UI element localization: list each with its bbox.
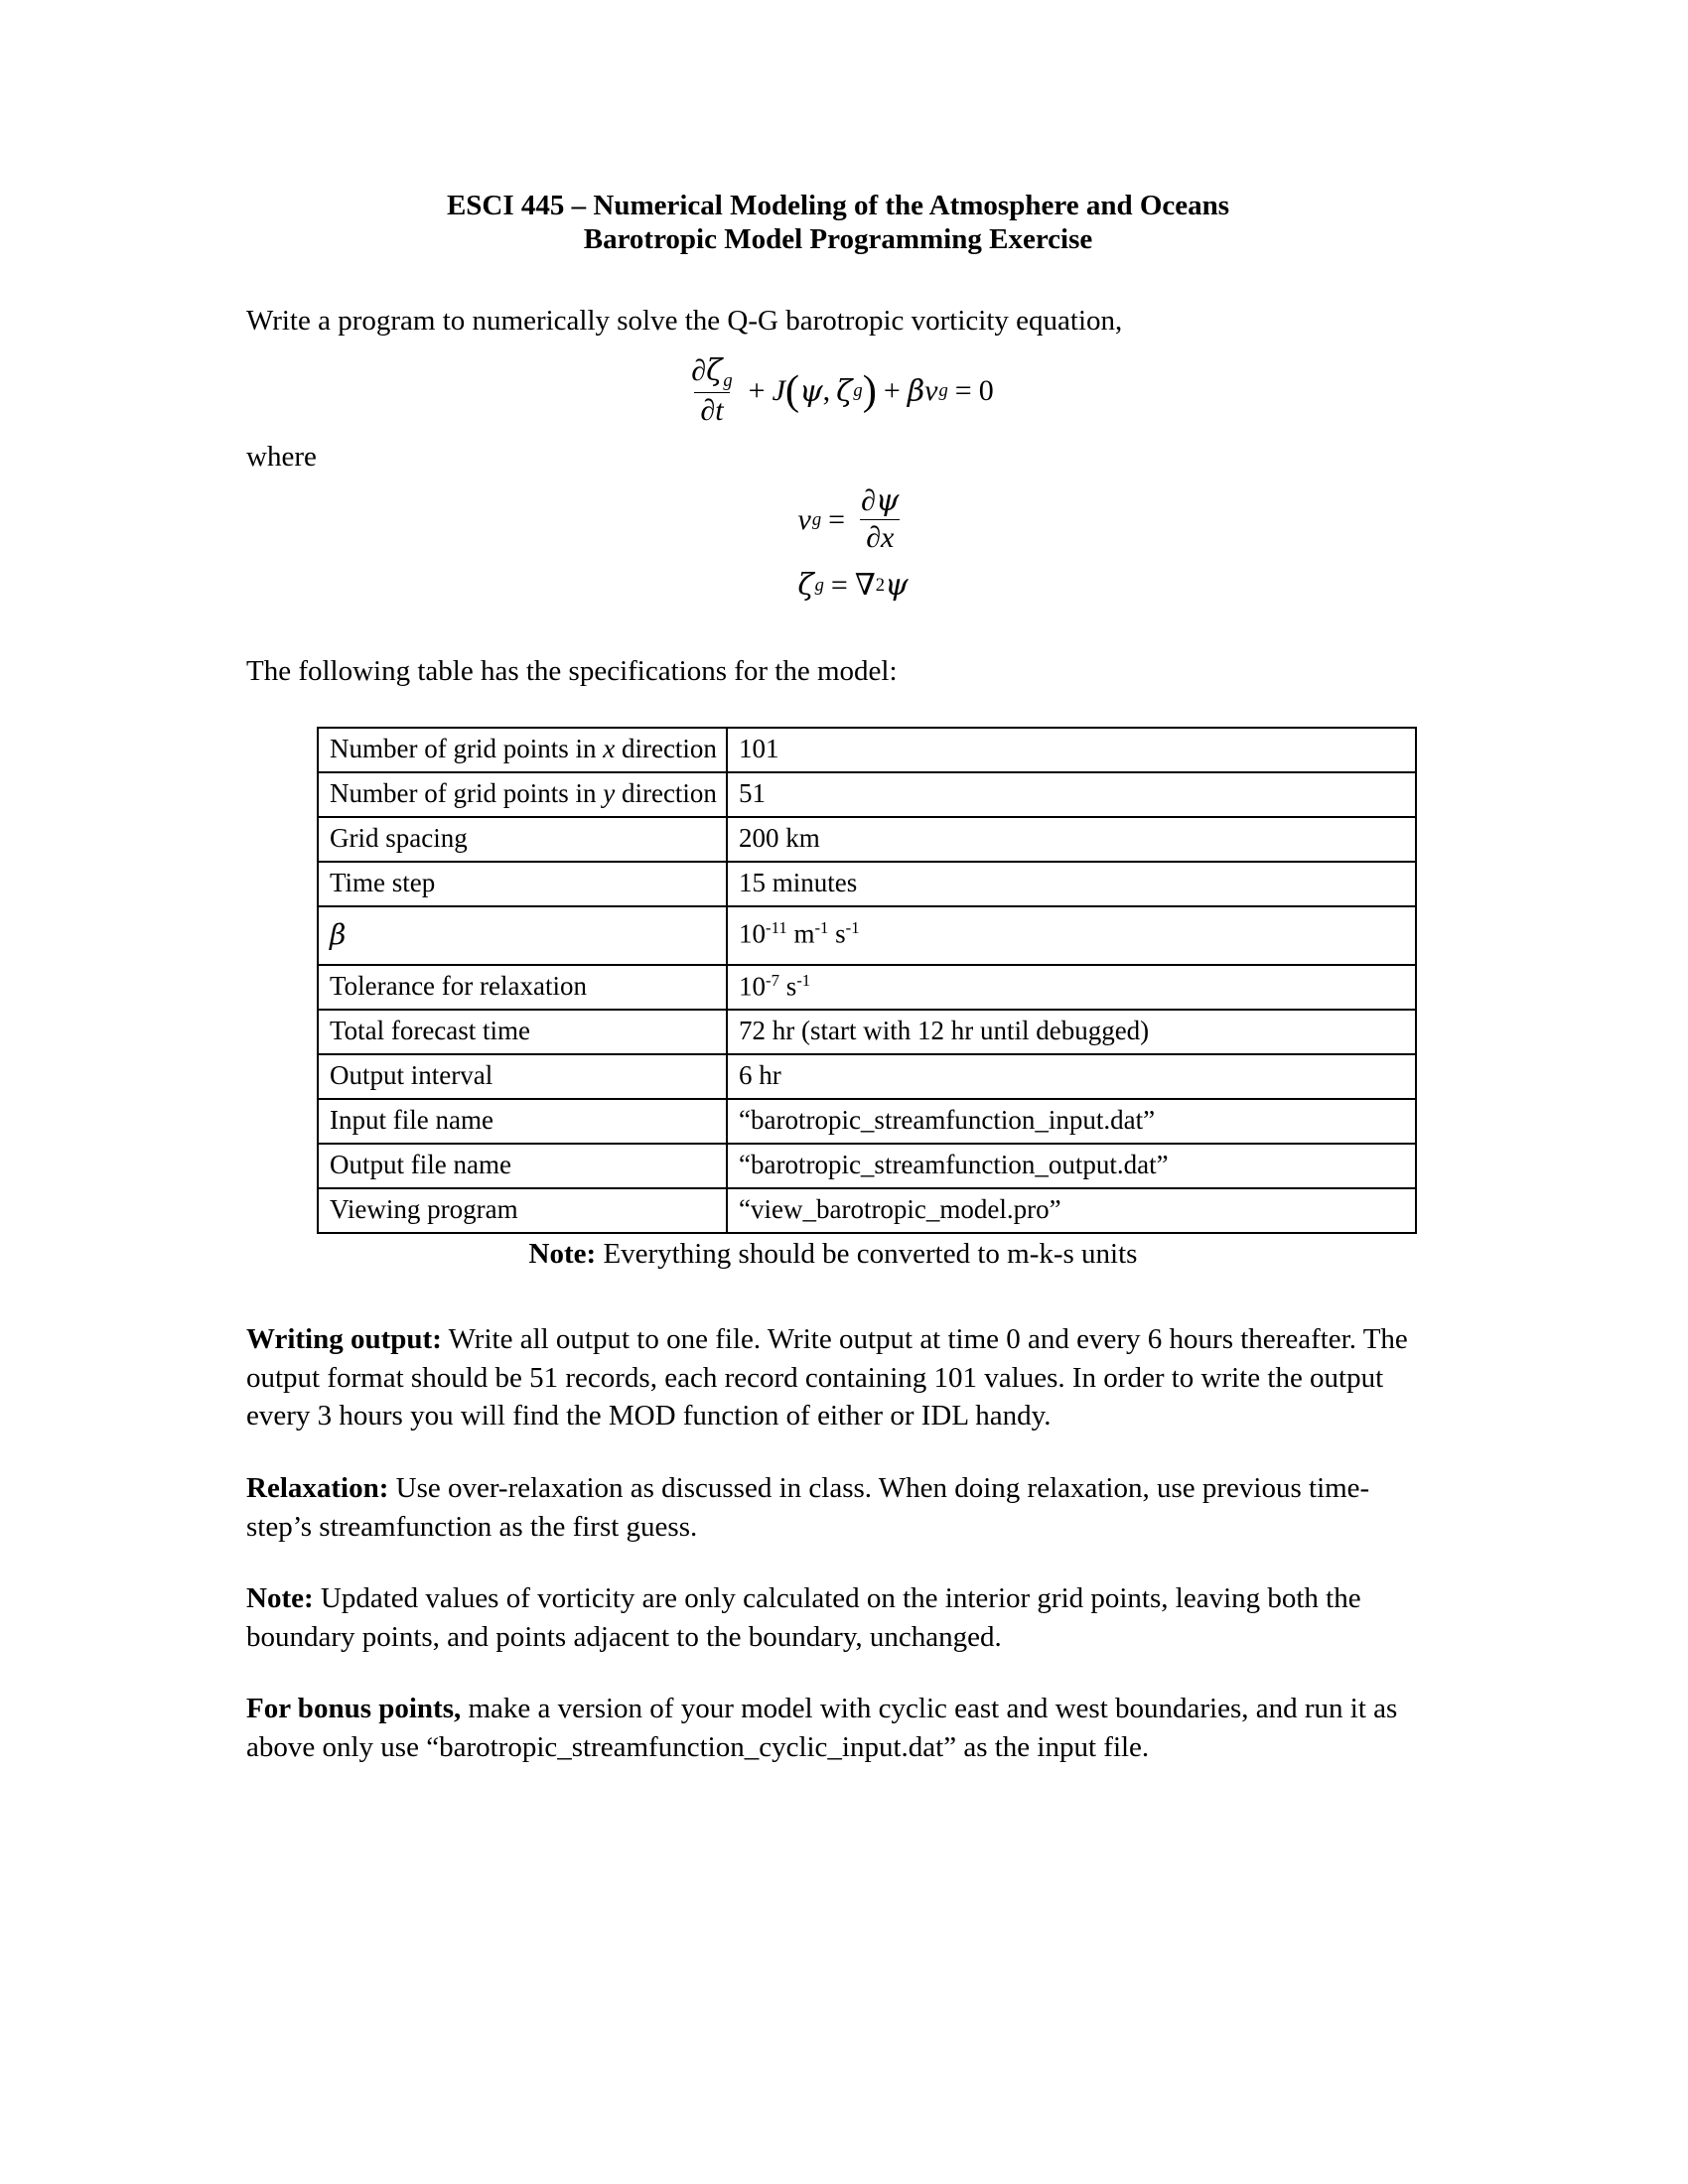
partial-symbol-den: ∂: [700, 394, 716, 428]
table-cell-value: 101: [727, 728, 1416, 772]
table-cell-value: 51: [727, 772, 1416, 817]
vg-partial-num: ∂: [861, 484, 876, 518]
table-cell-key: Number of grid points in x direction: [318, 728, 727, 772]
zeta-arg-subscript: g: [853, 380, 863, 402]
table-row: [318, 1144, 1416, 1188]
vorticity-equation: [246, 354, 1430, 428]
t-symbol: t: [715, 394, 724, 428]
table-cell-key: Input file name: [318, 1099, 727, 1144]
table-note-label: Note:: [528, 1238, 597, 1271]
jacobian-symbol: J: [772, 374, 785, 408]
vg-equals-sign: =: [828, 502, 846, 536]
vg-x-symbol: x: [881, 520, 895, 554]
beta-symbol-cell: β: [330, 917, 347, 951]
title-line-2: Barotropic Model Programming Exercise: [583, 223, 1093, 256]
table-cell-value: $10^{-7}$ $s^{-1}$: [727, 965, 1416, 1011]
table-row: [318, 728, 1416, 772]
where-label: where: [246, 440, 317, 473]
table-cell-key: [318, 906, 727, 965]
table-cell-key: Output interval: [318, 1054, 727, 1099]
writing-output-text: Write all output to one file. Write output at time 0 and every 6 hours thereafter. The output format should be 51 records, each record containing 101 values. In order to write the output every 3 hours you will find the MOD function of either or IDL handy.: [246, 1323, 1408, 1433]
table-row: [318, 862, 1416, 906]
table-note: [246, 1238, 1430, 1271]
table-cell-value: “barotropic_streamfunction_input.dat”: [727, 1099, 1416, 1144]
table-cell-key: Number of grid points in y direction: [318, 772, 727, 817]
bonus-label: For bonus points,: [246, 1693, 462, 1725]
close-paren: ): [862, 367, 877, 415]
equals-sign: =: [954, 374, 972, 408]
table-row: [318, 772, 1416, 817]
partial-symbol-num: ∂: [691, 354, 707, 387]
table-row: [318, 1099, 1416, 1144]
zeta-lhs-subscript: g: [814, 574, 824, 596]
psi-symbol: ψ: [799, 373, 823, 409]
beta-symbol: β: [907, 373, 925, 409]
zeta-lhs-symbol: ζ: [797, 568, 814, 604]
table-row: [318, 817, 1416, 862]
writing-output-paragraph: [246, 1320, 1430, 1435]
zeta-rhs-psi: ψ: [885, 568, 909, 604]
plus-sign-2: +: [883, 374, 901, 408]
v-subscript: g: [938, 380, 948, 402]
writing-output-label: Writing output:: [246, 1323, 442, 1356]
specifications-table-wrapper: [246, 727, 1430, 1235]
table-intro-paragraph: The following table has the specifications for the model:: [246, 655, 898, 688]
table-row: [318, 1054, 1416, 1099]
table-cell-value: “view_barotropic_model.pro”: [727, 1188, 1416, 1233]
table-row: [318, 1188, 1416, 1233]
partial-zeta-over-partial-t: [685, 355, 738, 428]
table-row: [318, 965, 1416, 1011]
plus-sign-1: +: [748, 374, 766, 408]
table-cell-value: 200 km: [727, 817, 1416, 862]
relaxation-paragraph: [246, 1469, 1430, 1546]
vg-lhs-subscript: g: [811, 508, 822, 530]
note-label: Note:: [246, 1582, 314, 1615]
nabla-icon: ∇: [854, 569, 876, 603]
table-cell-key: Tolerance for relaxation: [318, 965, 727, 1011]
table-row: [318, 1010, 1416, 1054]
zeta-equation: [246, 568, 1430, 603]
bonus-text: make a version of your model with cyclic east and west boundaries, and run it as above only use “barotropic_streamfunction_cyclic_input.dat” as the input file.: [246, 1693, 1398, 1763]
bonus-paragraph: [246, 1690, 1430, 1766]
specifications-table: [317, 727, 1417, 1235]
partial-psi-over-partial-x: [855, 485, 905, 554]
table-cell-key: Total forecast time: [318, 1010, 727, 1054]
table-cell-value: 15 minutes: [727, 862, 1416, 906]
vg-lhs-symbol: v: [797, 502, 811, 536]
table-cell-value: 6 hr: [727, 1054, 1416, 1099]
table-cell-key: Viewing program: [318, 1188, 727, 1233]
vg-partial-den: ∂: [866, 520, 882, 554]
zeta-symbol: ζ: [706, 353, 723, 388]
table-cell-key: Grid spacing: [318, 817, 727, 862]
relaxation-text: Use over-relaxation as discussed in class. When doing relaxation, use previous time-step’s streamfunction as the first guess.: [246, 1471, 1370, 1543]
title-line-1: ESCI 445 – Numerical Modeling of the Atmosphere and Oceans: [446, 190, 1230, 221]
zeta-equals-sign: =: [830, 568, 848, 602]
vg-equation: [246, 485, 1430, 554]
table-cell-value: $10^{-11}$ $m^{-1}$ $s^{-1}$: [727, 906, 1416, 965]
relaxation-label: Relaxation:: [246, 1471, 389, 1504]
comma-separator: ,: [822, 374, 831, 408]
rhs-zero: 0: [978, 374, 994, 408]
document-content: [246, 189, 1430, 1766]
nabla-exponent: 2: [875, 574, 886, 596]
table-cell-key: Time step: [318, 862, 727, 906]
open-paren: (: [784, 367, 800, 415]
table-cell-value: 72 hr (start with 12 hr until debugged): [727, 1010, 1416, 1054]
zeta-subscript: g: [723, 369, 733, 391]
vg-psi-symbol: ψ: [875, 483, 900, 519]
note-text: Updated values of vorticity are only calculated on the interior grid points, leaving both the boundary points, and points adjacent to the boundary, unchanged.: [246, 1582, 1361, 1653]
document-title: [246, 189, 1430, 256]
table-cell-value: “barotropic_streamfunction_output.dat”: [727, 1144, 1416, 1188]
v-symbol: v: [924, 374, 938, 408]
table-cell-key: Output file name: [318, 1144, 727, 1188]
zeta-arg-symbol: ζ: [836, 373, 853, 409]
intro-paragraph: Write a program to numerically solve the Q-G barotropic vorticity equation,: [246, 305, 1123, 338]
table-row: [318, 906, 1416, 965]
table-note-text: Everything should be converted to m-k-s units: [603, 1238, 1138, 1271]
note-paragraph: [246, 1579, 1430, 1656]
